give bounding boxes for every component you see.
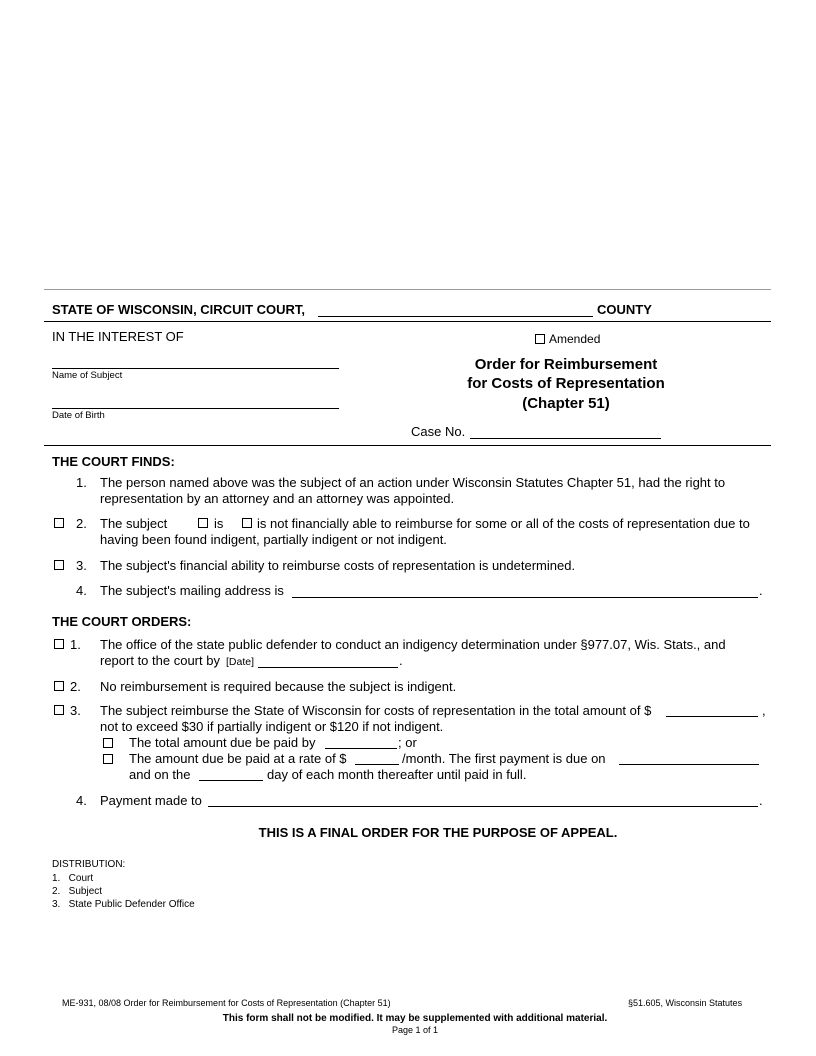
modification-notice: This form shall not be modified. It may be supplemented with additional material.: [222, 1013, 608, 1024]
interest-of-label: IN THE INTEREST OF: [52, 329, 184, 344]
finding-3-checkbox[interactable]: [54, 560, 64, 570]
amended-checkbox[interactable]: [535, 334, 545, 344]
order-4-number: 4.: [76, 793, 87, 808]
order-3a-checkbox[interactable]: [103, 738, 113, 748]
case-no-label: Case No.: [411, 424, 466, 439]
mailing-address-field[interactable]: [292, 597, 758, 598]
order-1-checkbox[interactable]: [54, 639, 64, 649]
payment-day-field[interactable]: [199, 780, 263, 781]
finding-3-text: The subject's financial ability to reimburse costs of representation is undetermined.: [100, 558, 576, 573]
finding-2-isnot-text: is not financially able to reimburse for some or all of the costs of representation due to: [257, 516, 750, 531]
form-title-line1: Order for Reimbursement: [474, 356, 658, 373]
finding-4-number: 4.: [76, 583, 87, 598]
header-bottom-rule: [44, 445, 771, 446]
monthly-rate-field[interactable]: [355, 764, 399, 765]
distribution-item: 2. Subject: [52, 886, 103, 897]
finding-1-number: 1.: [76, 475, 87, 490]
order-4-period: .: [759, 793, 763, 808]
name-of-subject-label: Name of Subject: [52, 370, 123, 381]
order-1-line1: The office of the state public defender to conduct an indigency determination under §977.07, Wis. Stats., and: [100, 637, 726, 652]
payment-made-to-field[interactable]: [208, 806, 758, 807]
report-date-field[interactable]: [258, 667, 398, 668]
distribution-item: 1. Court: [52, 873, 94, 884]
order-3b-line2a: and on the: [129, 767, 191, 782]
finding-2-subject: The subject: [100, 516, 168, 531]
total-amount-field[interactable]: [666, 716, 758, 717]
order-3-number: 3.: [70, 703, 81, 718]
page-number: Page 1 of 1: [391, 1025, 439, 1035]
finding-2-isnot-checkbox[interactable]: [242, 518, 252, 528]
date-of-birth-field[interactable]: [52, 408, 339, 409]
finding-4-period: .: [759, 583, 763, 598]
finding-1-line2: representation by an attorney and an attorney was appointed.: [100, 491, 455, 506]
amended-label: Amended: [549, 332, 601, 346]
order-3-comma: ,: [762, 703, 766, 718]
court-orders-heading: THE COURT ORDERS:: [52, 614, 192, 629]
name-of-subject-field[interactable]: [52, 368, 339, 369]
distribution-item: 3. State Public Defender Office: [52, 899, 195, 910]
state-court-text: STATE OF WISCONSIN, CIRCUIT COURT,: [52, 302, 306, 317]
order-1-date-label: [Date]: [226, 656, 255, 668]
order-2-number: 2.: [70, 679, 81, 694]
order-3-line2: not to exceed $30 if partially indigent or $120 if not indigent.: [100, 719, 444, 734]
order-1-line2: report to the court by: [100, 653, 220, 668]
order-4-text: Payment made to: [100, 793, 202, 808]
order-2-checkbox[interactable]: [54, 681, 64, 691]
date-of-birth-label: Date of Birth: [52, 410, 105, 421]
top-rule: [44, 289, 771, 290]
finding-3-number: 3.: [76, 558, 87, 573]
pay-by-date-field[interactable]: [325, 748, 397, 749]
form-title-line3: (Chapter 51): [522, 395, 610, 412]
court-finds-heading: THE COURT FINDS:: [52, 454, 175, 469]
finding-1-line1: The person named above was the subject of an action under Wisconsin Statutes Chapter 51, had the right to: [100, 475, 726, 490]
order-3-checkbox[interactable]: [54, 705, 64, 715]
order-3b-line2b: day of each month thereafter until paid in full.: [267, 767, 527, 782]
finding-2-is-label: is: [214, 516, 224, 531]
state-court-label: [52, 302, 305, 318]
order-1-number: 1.: [70, 637, 81, 652]
finding-4-text: The subject's mailing address is: [100, 583, 284, 598]
final-order-statement: THIS IS A FINAL ORDER FOR THE PURPOSE OF APPEAL.: [258, 825, 618, 840]
order-2-text: No reimbursement is required because the subject is indigent.: [100, 679, 457, 694]
form-title-line2: for Costs of Representation: [467, 375, 665, 392]
county-field[interactable]: [318, 316, 593, 317]
order-3b-text: The amount due be paid at a rate of $: [129, 751, 347, 766]
order-1-period: .: [399, 653, 403, 668]
form-id: ME-931, 08/08 Order for Reimbursement for Costs of Representation (Chapter 51): [62, 998, 391, 1008]
finding-2-is-checkbox[interactable]: [198, 518, 208, 528]
order-3-line1: The subject reimburse the State of Wisconsin for costs of representation in the total amount of $: [100, 703, 652, 718]
finding-2-number: 2.: [76, 516, 87, 531]
case-no-field[interactable]: [470, 438, 661, 439]
finding-2-checkbox[interactable]: [54, 518, 64, 528]
first-payment-date-field[interactable]: [619, 764, 759, 765]
statute-reference: §51.605, Wisconsin Statutes: [628, 998, 743, 1008]
order-3b-checkbox[interactable]: [103, 754, 113, 764]
order-3a-or: ; or: [398, 735, 417, 750]
header-rule: [44, 321, 771, 322]
finding-2-line2: having been found indigent, partially indigent or not indigent.: [100, 532, 447, 547]
distribution-heading: DISTRIBUTION:: [52, 859, 126, 870]
order-3a-text: The total amount due be paid by: [129, 735, 316, 750]
county-label: COUNTY: [597, 302, 652, 317]
order-3b-month: /month. The first payment is due on: [402, 751, 606, 766]
